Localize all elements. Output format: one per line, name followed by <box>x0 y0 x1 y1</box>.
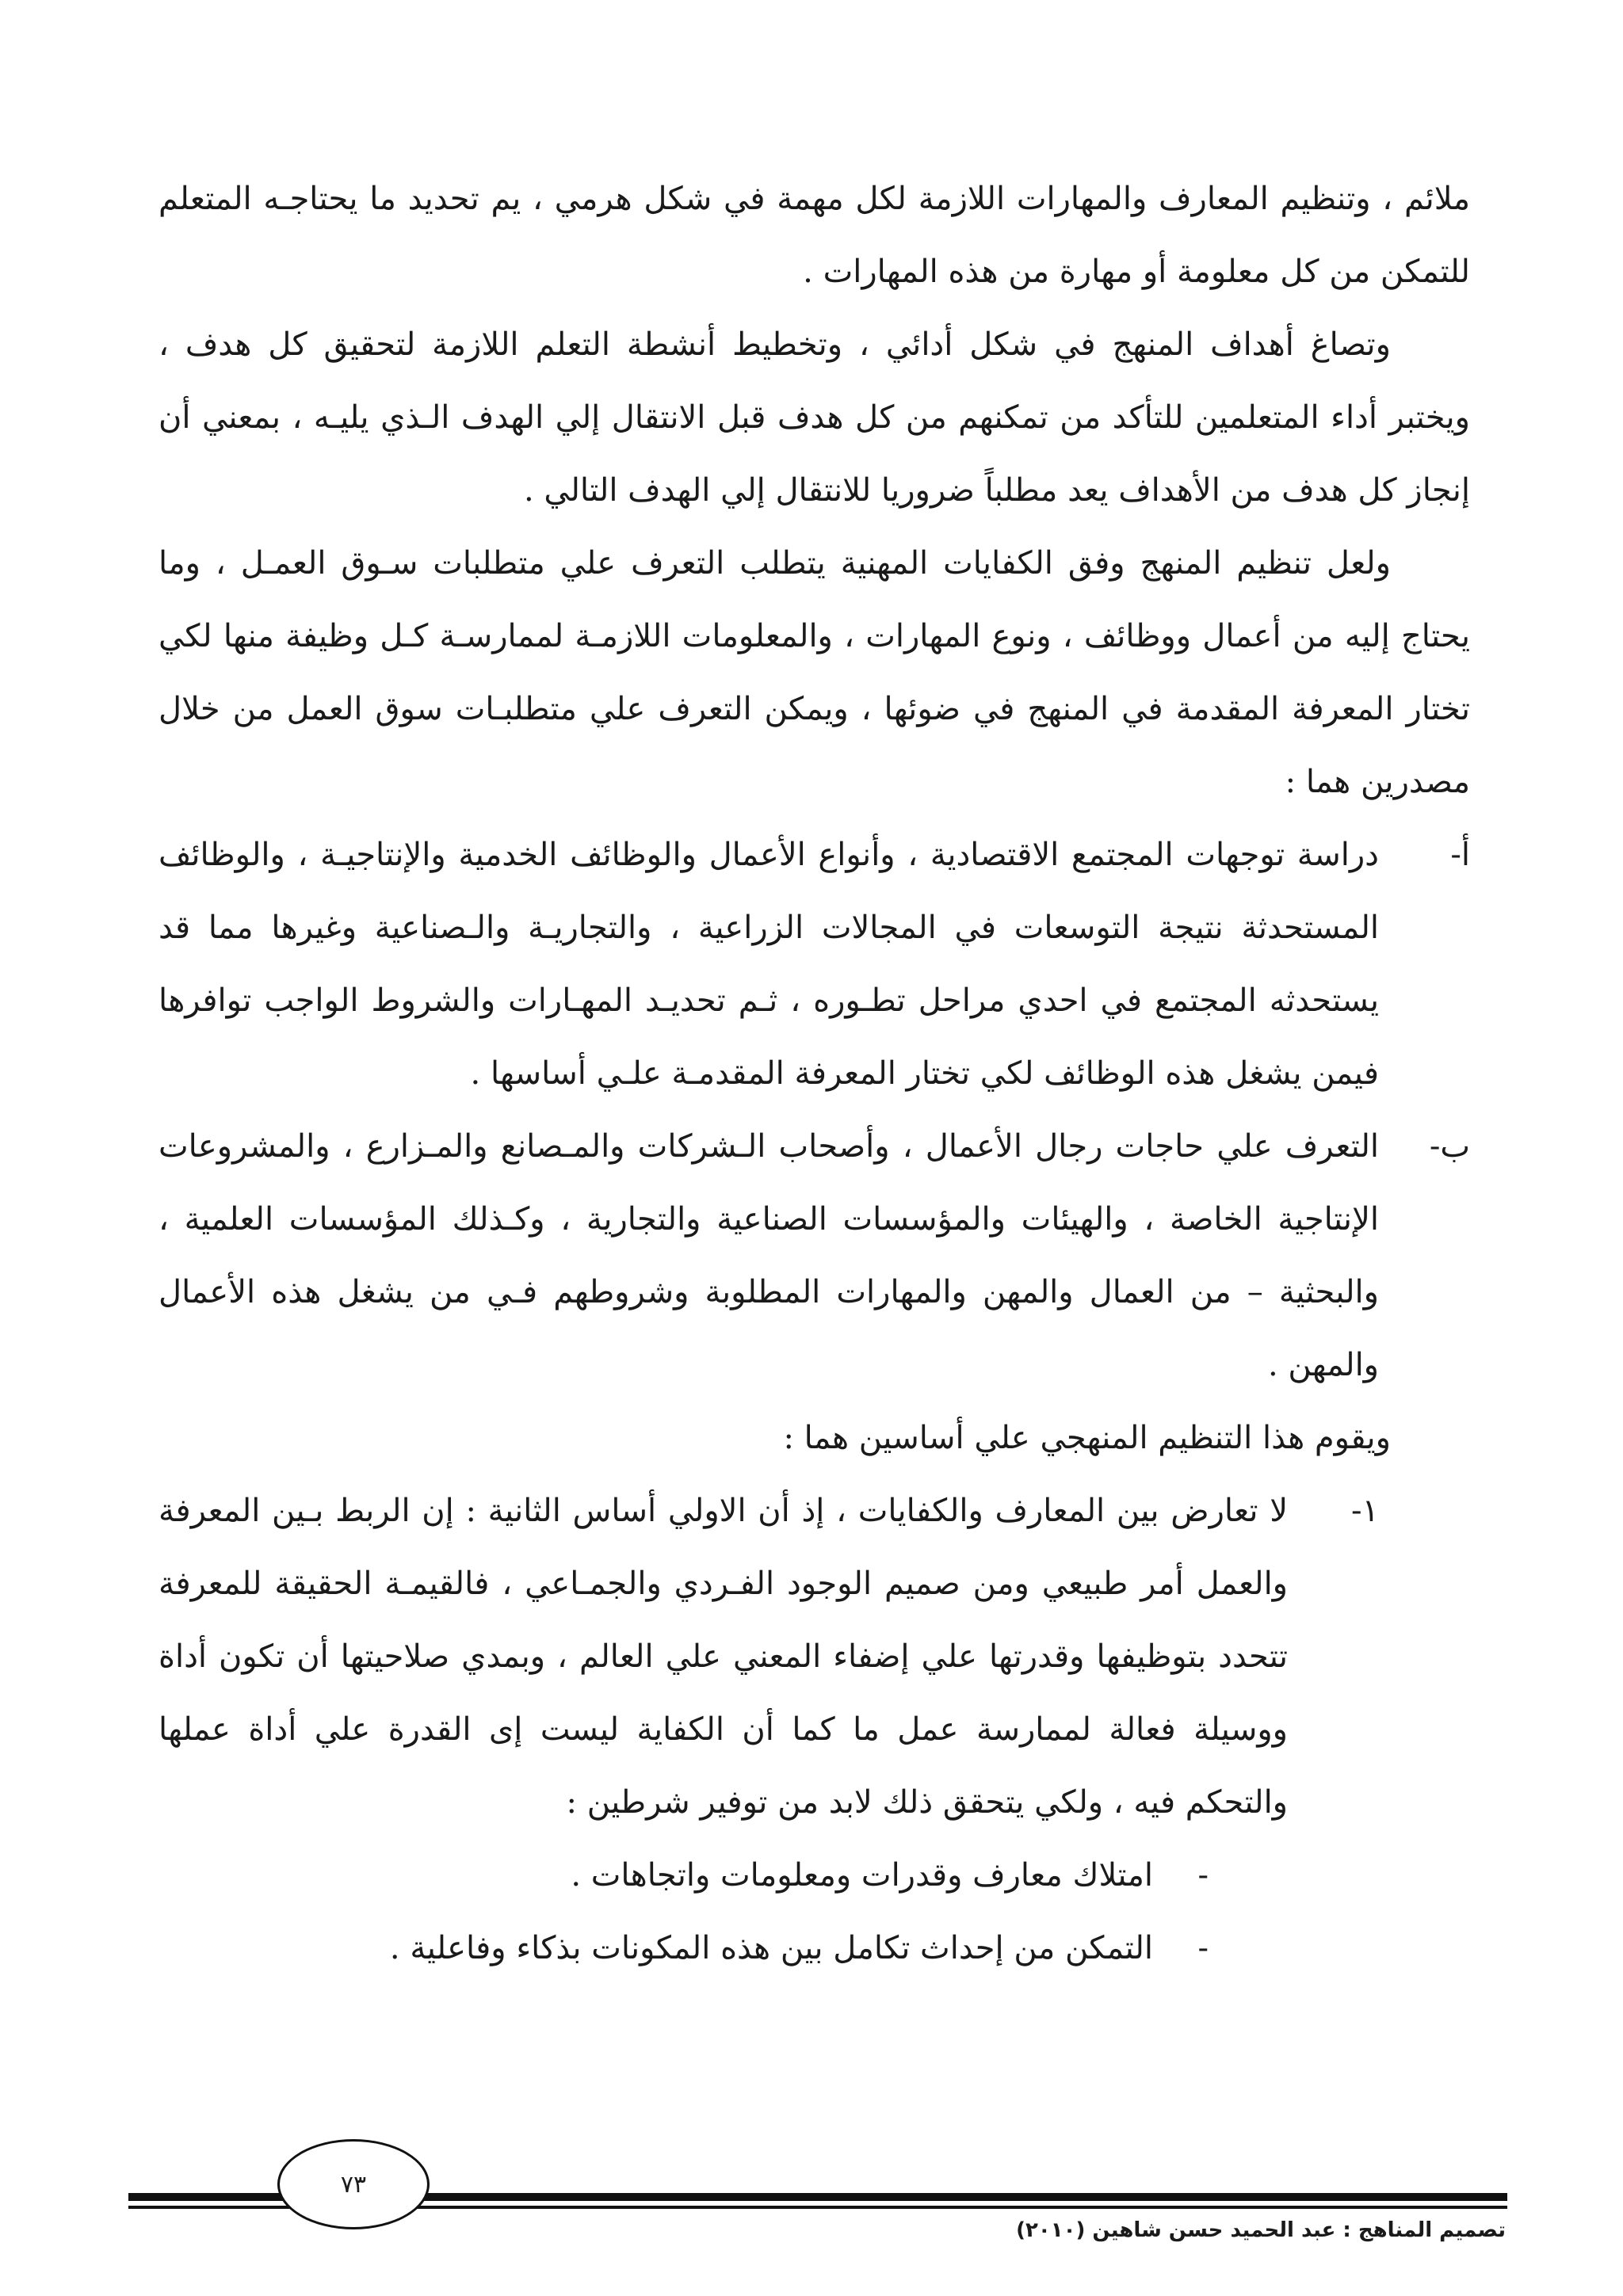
page-number <box>277 2139 430 2229</box>
paragraph-foundations-intro: ويقوم هذا التنظيم المنهجي علي أساسين هما : <box>783 1420 1391 1456</box>
body-text <box>158 162 1470 1985</box>
paragraph-continuation: ملائم ، وتنظيم المعارف والمهارات اللازمة لكل مهمة في شكل هرمي ، يم تحديد ما يحتاجـه المتعلم للتمكن من كل معلومة أو مهارة من هذه المهارات . <box>158 181 1470 290</box>
footer-credit: تصميم المناهج : عبد الحميد حسن شاهين (٢٠١٠) <box>1016 2218 1506 2242</box>
list-item-1 <box>158 1474 1470 1839</box>
bullet-text: امتلاك معارف وقدرات ومعلومات واتجاهات . <box>571 1857 1153 1894</box>
bullet-item <box>158 1839 1470 1912</box>
bullet-dash: - <box>1197 1857 1209 1894</box>
bullet-text: التمكن من إحداث تكامل بين هذه المكونات بذكاء وفاعلية . <box>389 1930 1153 1966</box>
page-number-text: ٧٣ <box>340 2170 367 2199</box>
list-item-1-text: لا تعارض بين المعارف والكفايات ، إذ أن الاولي أساس الثانية : إن الربط بـين المعرفة والعمل أمر طبيعي ومن صميم الوجود الفـردي والجمـاعي ، فالقيمـة الحقيقة للمعرفة تتحدد بتوظيفها وقدرتها علي إضفاء المعني علي العالم ، وبمدي صلاحيتها أن تكون أداة ووسيلة فعالة لممارسة عمل ما كما أن الكفاية ليست إى القدرة علي أداة عملها والتحكم فيه ، ولكي يتحقق ذلك لابد من توفير شرطين : <box>158 1493 1288 1821</box>
list-item-a-text: دراسة توجهات المجتمع الاقتصادية ، وأنواع الأعمال والوظائف الخدمية والإنتاجيـة ، والوظائف المستحدثة نتيجة التوسعات في المجالات الزراعية ، والتجاريـة والـصناعية وغيرها مما قد يستحدثه المجتمع في احدي مراحل تطـوره ، ثـم تحديـد المهـارات والشروط الواجب توافرها فيمن يشغل هذه الوظائف لكي تختار المعرفة المقدمـة علـي أساسها . <box>158 837 1380 1092</box>
bullet-dash: - <box>1197 1930 1209 1966</box>
list-item-b-text: التعرف علي حاجات رجال الأعمال ، وأصحاب الـشركات والمـصانع والمـزارع ، والمشروعات الإنتاجية الخاصة ، والهيئات والمؤسسات الصناعية والتجارية ، وكـذلك المؤسسات العلمية ، والبحثية – من العمال والمهن والمهارات المطلوبة وشروطهم فـي من يشغل هذه الأعمال والمهن . <box>158 1128 1379 1383</box>
bullet-item <box>158 1912 1470 1985</box>
list-marker-1: ١- <box>1351 1493 1379 1529</box>
list-item-a <box>158 818 1470 1110</box>
list-item-b <box>158 1110 1470 1402</box>
list-marker-a: أ- <box>1450 837 1470 873</box>
paragraph-competencies: ولعل تنظيم المنهج وفق الكفايات المهنية يتطلب التعرف علي متطلبات سـوق العمـل ، وما يحتاج إليه من أعمال ووظائف ، ونوع المهارات ، والمعلومات اللازمـة لممارسـة كـل وظيفة منها لكي تختار المعرفة المقدمة في المنهج في ضوئها ، ويمكن التعرف علي متطلبـات سوق العمل من خلال مصدرين هما : <box>158 545 1470 800</box>
list-marker-b: ب- <box>1429 1128 1470 1165</box>
paragraph-objectives: وتصاغ أهداف المنهج في شكل أدائي ، وتخطيط أنشطة التعلم اللازمة لتحقيق كل هدف ، ويختبر أداء المتعلمين للتأكد من تمكنهم من كل هدف قبل الانتقال إلي الهدف الـذي يليـه ، بمعني أن إنجاز كل هدف من الأهداف يعد مطلباً ضروريا للانتقال إلي الهدف التالي . <box>158 326 1470 509</box>
